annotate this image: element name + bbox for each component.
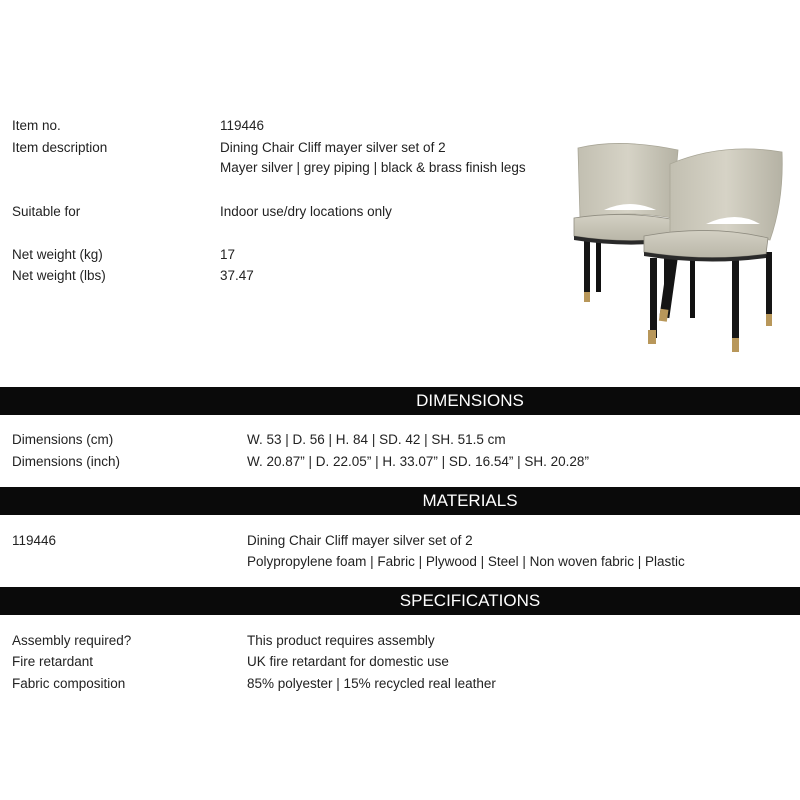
assembly-label: Assembly required? <box>12 633 132 648</box>
assembly-value: This product requires assembly <box>247 633 435 648</box>
item-description-label: Item description <box>12 140 108 155</box>
net-weight-lbs-value: 37.47 <box>220 268 254 283</box>
item-description-line1: Dining Chair Cliff mayer silver set of 2 <box>220 140 446 155</box>
net-weight-kg-value: 17 <box>220 247 236 262</box>
item-description-clip <box>220 160 546 175</box>
chair-back <box>574 143 678 302</box>
fabric-composition-label: Fabric composition <box>12 676 126 691</box>
net-weight-lbs-label: Net weight (lbs) <box>12 268 106 283</box>
materials-header: MATERIALS <box>422 491 518 510</box>
fire-retardant-value: UK fire retardant for domestic use <box>247 654 449 669</box>
fire-retardant-label: Fire retardant <box>12 654 94 669</box>
dimensions-cm-label: Dimensions (cm) <box>12 432 114 447</box>
product-image-chairs <box>560 140 800 360</box>
dimensions-inch-label: Dimensions (inch) <box>12 454 121 469</box>
item-description-line2: Mayer silver | grey piping | black & brass finish legs <box>220 160 526 175</box>
dimensions-inch-value: W. 20.87” | D. 22.05” | H. 33.07” | SD. 16.54” | SH. 20.28” <box>247 454 589 469</box>
suitable-for-value: Indoor use/dry locations only <box>220 204 392 219</box>
dimensions-header: DIMENSIONS <box>416 391 524 410</box>
materials-header-bar <box>0 487 800 515</box>
suitable-for-label: Suitable for <box>12 204 81 219</box>
fabric-composition-value: 85% polyester | 15% recycled real leather <box>247 676 496 691</box>
specifications-header: SPECIFICATIONS <box>399 591 541 610</box>
materials-product-name: Dining Chair Cliff mayer silver set of 2 <box>247 533 473 548</box>
specifications-header-bar <box>0 587 800 615</box>
dimensions-header-bar <box>0 387 800 415</box>
item-number-label: Item no. <box>12 118 61 133</box>
materials-item-label: 119446 <box>12 533 57 548</box>
net-weight-kg-label: Net weight (kg) <box>12 247 103 262</box>
item-number-value: 119446 <box>220 118 265 133</box>
dimensions-cm-value: W. 53 | D. 56 | H. 84 | SD. 42 | SH. 51.5 cm <box>247 432 506 447</box>
materials-list: Polypropylene foam | Fabric | Plywood | Steel | Non woven fabric | Plastic <box>247 554 685 569</box>
